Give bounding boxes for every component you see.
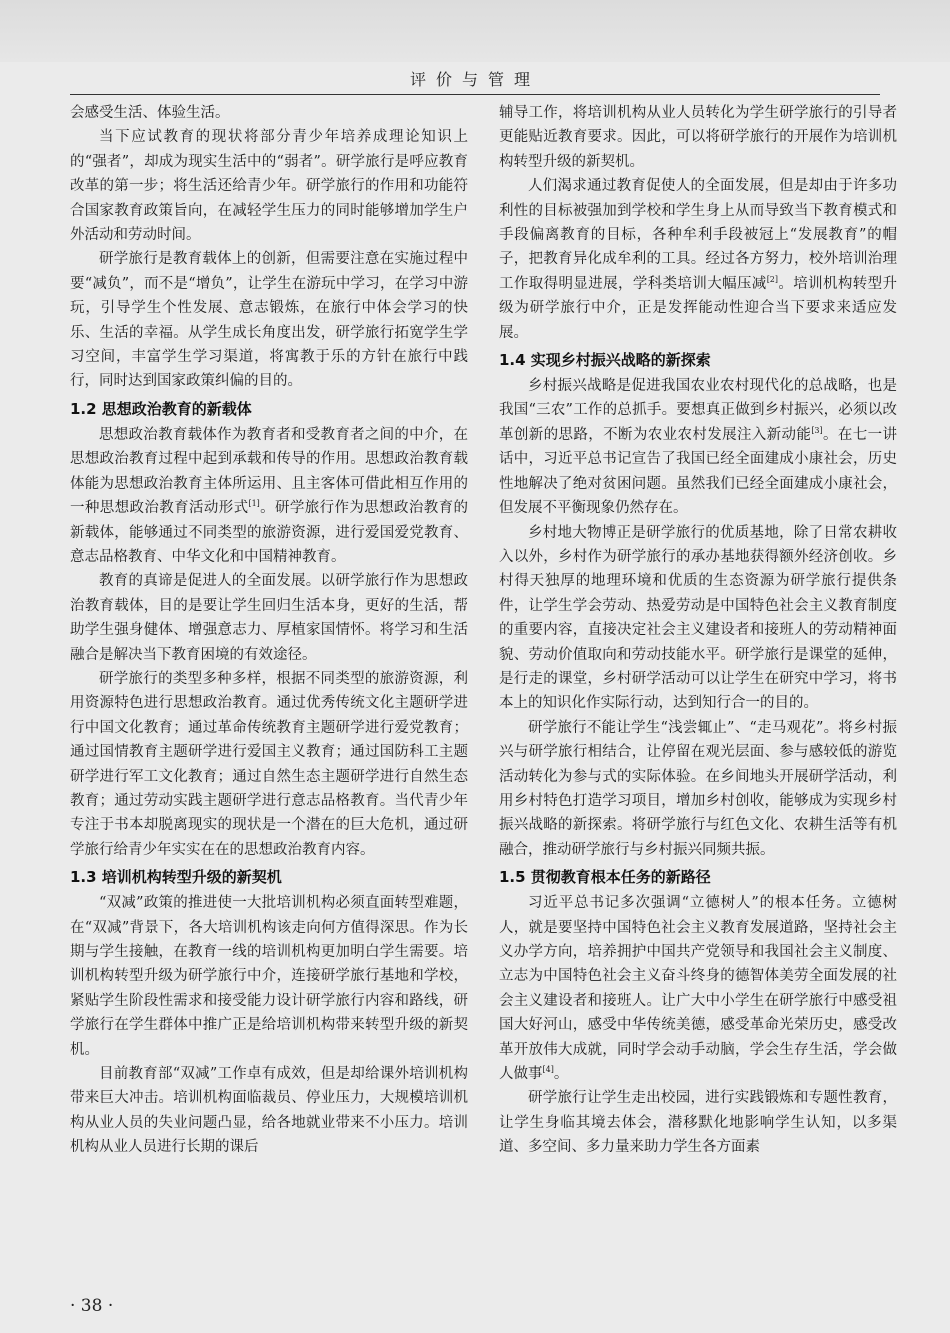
paragraph: 研学旅行是教育载体上的创新，但需要注意在实施过程中要“减负”，而不是“增负”，让学生在游玩中学习，在学习中游玩，引导学生个性发展、意志锻炼，在旅行中体会学习的快乐、生活的幸福。从学生成长角度出发，研学旅行拓宽学生学习空间，丰富学生学习渠道，将寓教于乐的方针在旅行中践行，同时达到国家政策纠偏的目的。 (70, 251, 468, 390)
paragraph: 辅导工作，将培训机构从业人员转化为学生研学旅行的引导者更能贴近教育要求。因此，可以将研学旅行的开展作为培训机构转型升级的新契机。 (499, 105, 897, 170)
page-number: · 38 · (70, 1296, 114, 1316)
section-heading-1-5: 1.5 贯彻教育根本任务的新路径 (499, 868, 711, 887)
paragraph-text: 习近平总书记多次强调“立德树人”的根本任务。立德树人，就是要坚持中国特色社会主义教育发展道路，坚持社会主义办学方向，培养拥护中国共产党领导和我国社会主义制度、立志为中国特色社会主义奋斗终身的德智体美劳全面发展的社会主义建设者和接班人。让广大中小学生在研学旅行中感受祖国大好河山，感受中华传统美德，感受革命光荣历史，感受改革开放伟大成就，同时学会动手动脑，学会生存生活，学会做人做事 (499, 895, 897, 1083)
paragraph: 会感受生活、体验生活。 (70, 105, 230, 121)
paragraph: 研学旅行让学生走出校园，进行实践锻炼和专题性教育，让学生身临其境去体会，潜移默化地影响学生认知，以多渠道、多空间、多力量来助力学生各方面素 (499, 1090, 897, 1156)
section-heading-1-4: 1.4 实现乡村振兴战略的新探索 (499, 351, 711, 370)
paragraph-text: 。在七一讲话中，习近平总书记宣告了我国已经全面建成小康社会，历史性地解决了绝对贫困问题。虽然我们已经全面建成小康社会，但发展不平衡现象仍然存在。 (499, 426, 897, 517)
page-header (0, 62, 950, 96)
citation-ref: [1] (248, 499, 260, 509)
citation-ref: [3] (811, 426, 823, 436)
paragraph: 乡村地大物博正是研学旅行的优质基地，除了日常农耕收入以外，乡村作为研学旅行的承办基地获得额外经济创收。乡村得天独厚的地理环境和优质的生态资源为研学旅行提供条件，让学生学会劳动、热爱劳动是中国特色社会主义教育制度的重要内容，直接决定社会主义建设者和接班人的劳动精神面貌、劳动价值取向和劳动技能水平。研学旅行是课堂的延伸，是行走的课堂，乡村研学活动可以让学生在研究中学习，将书本上的知识化作实际行动，达到知行合一的目的。 (499, 524, 897, 712)
paragraph: 研学旅行不能让学生“浅尝辄止”、“走马观花”。将乡村振兴与研学旅行相结合，让停留在观光层面、参与感较低的游览活动转化为参与式的实际体验。在乡间地头开展研学活动，利用乡村特色打造学习项目，增加乡村创收，能够成为实现乡村振兴战略的新探索。将研学旅行与红色文化、农耕生活等有机融合，推动研学旅行与乡村振兴同频共振。 (499, 719, 897, 858)
header-rule (70, 94, 880, 95)
section-heading-1-3: 1.3 培训机构转型升级的新契机 (70, 868, 282, 887)
paragraph: “双减”政策的推进使一大批培训机构必须直面转型难题，在“双减”背景下，各大培训机构该走向何方值得深思。作为长期与学生接触，在教育一线的培训机构更加明白学生需要。培训机构转型升级为研学旅行中介，连接研学旅行基地和学校，紧贴学生阶段性需求和接受能力设计研学旅行内容和路线，研学旅行在学生群体中推广正是给培训机构带来转型升级的新契机。 (70, 895, 468, 1058)
paragraph-text: 人们渴求通过教育促使人的全面发展，但是却由于许多功利性的目标被强加到学校和学生身上从而导致当下教育模式和手段偏离教育的目标，各种牟利手段被冠上“发展教育”的帽子，把教育异化成牟利的工具。经过各方努力，校外培训治理工作取得明显进展，学科类培训大幅压减 (499, 178, 897, 292)
paragraph: 研学旅行的类型多种多样，根据不同类型的旅游资源，利用资源特色进行思想政治教育。通过优秀传统文化主题研学进行中国文化教育；通过革命传统教育主题研学进行爱党教育；通过国情教育主题研学进行爱国主义教育；通过国防科工主题研学进行军工文化教育；通过自然生态主题研学进行自然生态教育；通过劳动实践主题研学进行意志品格教育。当代青少年专注于书本却脱离现实的现状是一个潜在的巨大危机，通过研学旅行给青少年实实在在的思想政治教育内容。 (70, 670, 468, 858)
section-heading-1-2: 1.2 思想政治教育的新载体 (70, 399, 252, 418)
paragraph-text: 。培训机构转型升级为研学旅行中介，正是发挥能动性迎合当下要求来适应发展。 (499, 275, 897, 341)
paragraph (499, 174, 897, 345)
paragraph: 教育的真谛是促进人的全面发展。以研学旅行作为思想政治教育载体，目的是要让学生回归生活本身，更好的生活，帮助学生强身健体、增强意志力、厚植家国情怀。将学习和生活融合是解决当下教育困境的有效途径。 (70, 573, 468, 663)
paragraph-text: 思想政治教育载体作为教育者和受教育者之间的中介，在思想政治教育过程中起到承载和传导的作用。思想政治教育载体能为思想政治教育主体所运用、且主客体可借此相互作用的一种思想政治教育活动形式 (70, 426, 468, 517)
paragraph-text: 乡村振兴战略是促进我国农业农村现代化的总战略，也是我国“三农”工作的总抓手。要想真正做到乡村振兴，必须以改革创新的思路，不断为农业农村发展注入新动能 (499, 378, 897, 443)
left-column (70, 101, 468, 1281)
citation-ref: [2] (766, 275, 779, 285)
citation-ref: [4] (542, 1065, 554, 1075)
section-label: 评价与管理 (409, 70, 540, 89)
paragraph-text: 。研学旅行作为思想政治教育的新载体，能够通过不同类型的旅游资源，进行爱国爱党教育、意志品格教育、中华文化和中国精神教育。 (70, 500, 468, 565)
paragraph (499, 891, 897, 1086)
top-band (0, 0, 950, 62)
paragraph (70, 423, 468, 569)
paragraph: 当下应试教育的现状将部分青少年培养成理论知识上的“强者”，却成为现实生活中的“弱者”。研学旅行是呼应教育改革的第一步；将生活还给青少年。研学旅行的作用和功能符合国家教育政策旨向，在减轻学生压力的同时能够增加学生户外活动和劳动时间。 (70, 129, 468, 244)
right-column (499, 101, 897, 1281)
paragraph: 目前教育部“双减”工作卓有成效，但是却给课外培训机构带来巨大冲击。培训机构面临裁员、停业压力，大规模培训机构从业人员的失业问题凸显，给各地就业带来不小压力。培训机构从业人员进行长期的课后 (70, 1066, 468, 1156)
paragraph (499, 374, 897, 520)
paragraph-text: 。 (553, 1066, 569, 1083)
